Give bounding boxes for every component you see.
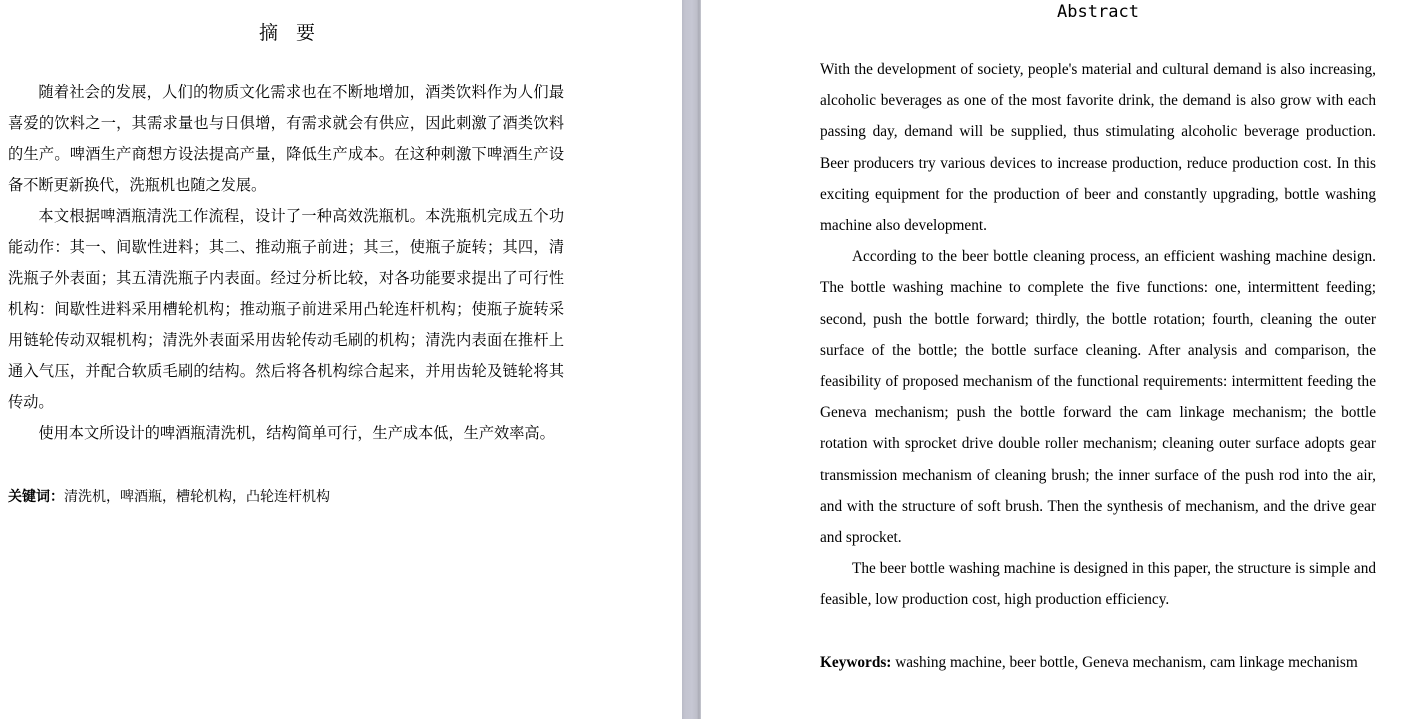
chinese-paragraph-1: 随着社会的发展，人们的物质文化需求也在不断地增加，酒类饮料作为人们最喜爱的饮料之一，其需求量也与日俱增，有需求就会有供应，因此刺激了酒类饮料的生产。啤酒生产商想方设法提高产量，降低生产成本。在这种刺激下啤酒生产设备不断更新换代，洗瓶机也随之发展。 xyxy=(8,83,564,194)
chinese-keywords xyxy=(8,485,568,509)
chinese-keywords-value: 清洗机，啤酒瓶，槽轮机构，凸轮连杆机构 xyxy=(64,489,330,505)
english-paragraph-3: The beer bottle washing machine is designed in this paper, the structure is simple and feasible, low production cost, high production efficiency. xyxy=(820,560,1376,609)
english-keywords xyxy=(820,647,1376,678)
chinese-keywords-label: 关键词： xyxy=(8,489,64,505)
chinese-abstract-title: 摘 要 xyxy=(258,22,322,44)
page-separator xyxy=(682,0,701,719)
english-keywords-label: Keywords: xyxy=(820,654,892,671)
english-abstract-title: Abstract xyxy=(1057,2,1139,22)
english-abstract-body xyxy=(820,54,1376,616)
english-paragraph-2: According to the beer bottle cleaning process, an efficient washing machine design. The bottle washing machine to complete the five functions: one, intermittent feeding; second, push the bottle forward; thirdly, the bottle rotation; fourth, cleaning the outer surface of the bottle; the bottle surface cleaning. After analysis and comparison, the feasibility of proposed mechanism of the functional requirements: intermittent feeding the Geneva mechanism; push the bottle forward the cam linkage mechanism; the bottle rotation with sprocket drive double roller mechanism; cleaning outer surface adopts gear transmission mechanism of cleaning brush; the inner surface of the push rod into the air, and with the structure of soft brush. Then the synthesis of mechanism, and the drive gear and sprocket. xyxy=(820,248,1376,547)
chinese-paragraph-2: 本文根据啤酒瓶清洗工作流程，设计了一种高效洗瓶机。本洗瓶机完成五个功能动作：其一、间歇性进料；其二、推动瓶子前进；其三，使瓶子旋转；其四，清洗瓶子外表面；其五清洗瓶子内表面。经过分析比较，对各功能要求提出了可行性机构：间歇性进料采用槽轮机构；推动瓶子前进采用凸轮连杆机构；使瓶子旋转采用链轮传动双辊机构；清洗外表面采用齿轮传动毛刷的机构；清洗内表面在推杆上通入气压，并配合软质毛刷的结构。然后将各机构综合起来，并用齿轮及链轮将其传动。 xyxy=(8,207,564,411)
english-keywords-value: washing machine, beer bottle, Geneva mechanism, cam linkage mechanism xyxy=(895,654,1358,671)
english-paragraph-1: With the development of society, people's material and cultural demand is also increasing, alcoholic beverages as one of the most favorite drink, the demand is also grow with each passing day, demand will be supplied, thus stimulating alcoholic beverage production. Beer producers try various devices to increase production, reduce production cost. In this exciting equipment for the production of beer and constantly upgrading, bottle washing machine also development. xyxy=(820,61,1376,235)
chinese-abstract-body xyxy=(8,77,564,449)
chinese-paragraph-3: 使用本文所设计的啤酒瓶清洗机，结构简单可行，生产成本低，生产效率高。 xyxy=(38,424,555,442)
